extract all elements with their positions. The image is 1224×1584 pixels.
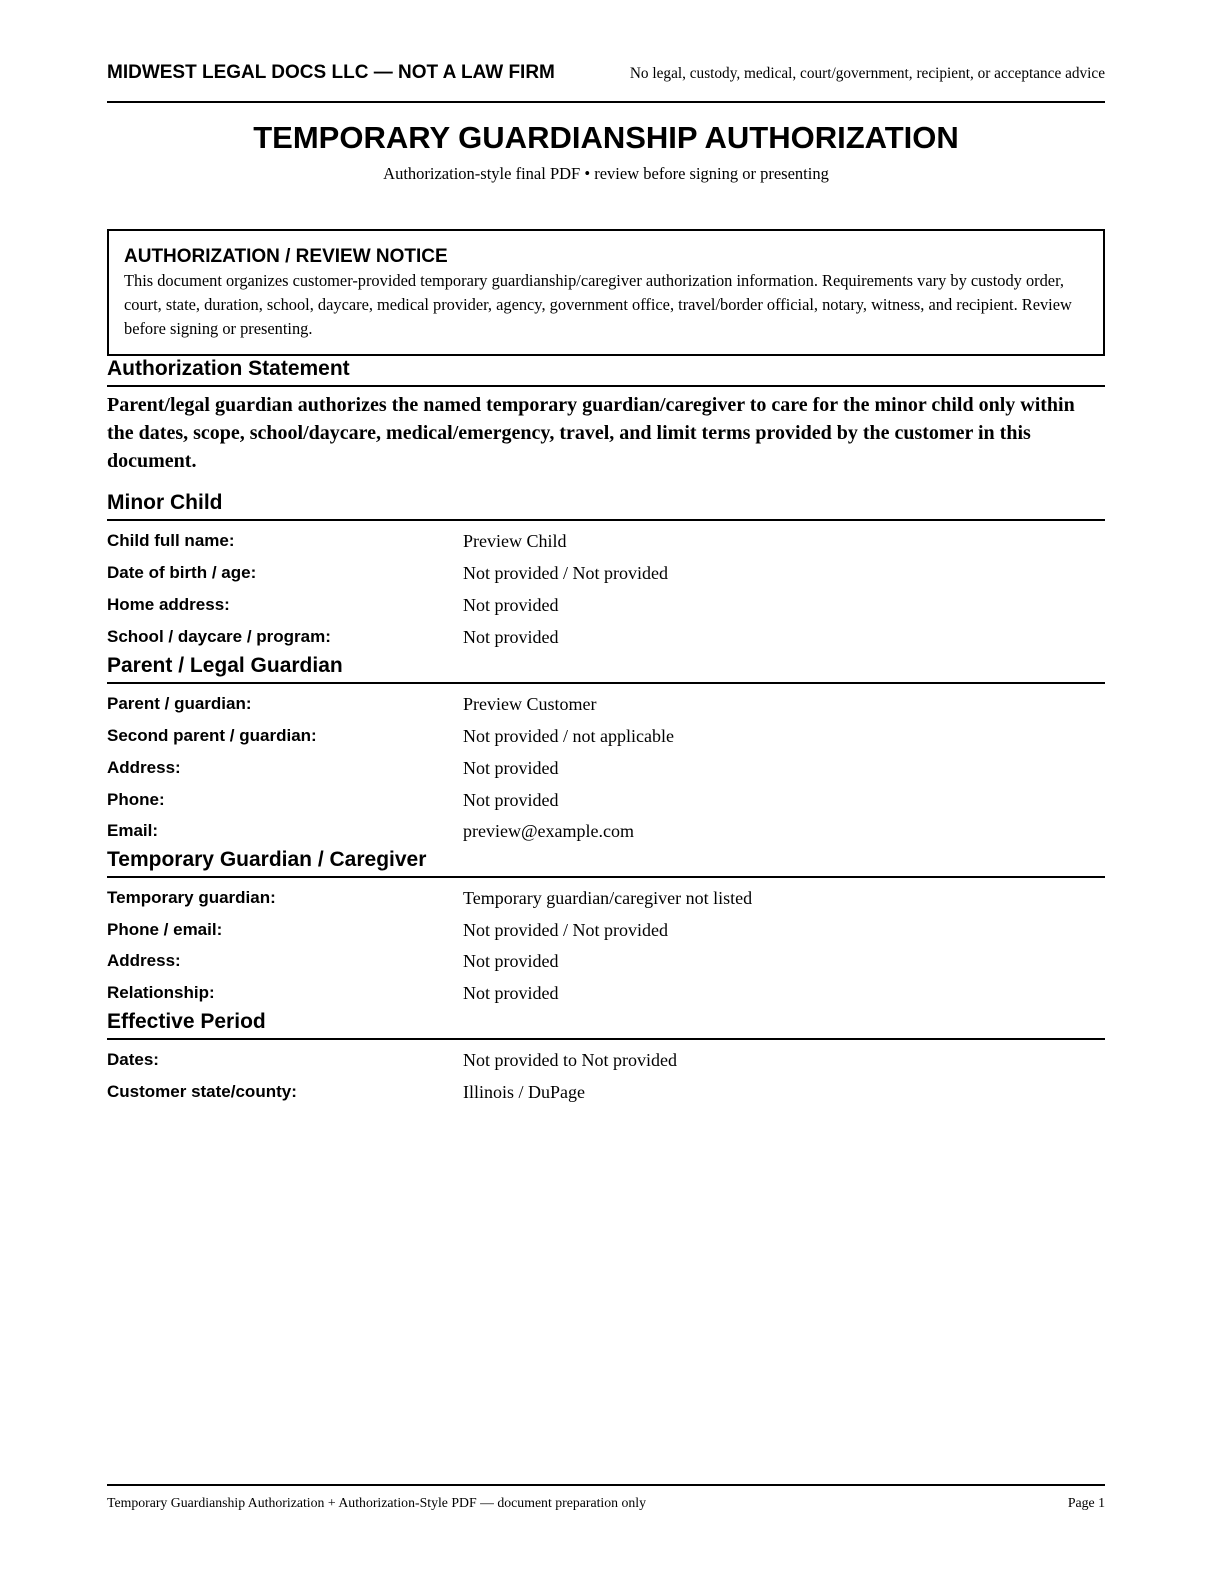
section-divider	[107, 385, 1105, 387]
field-row-school	[107, 626, 1105, 656]
field-row-home-address	[107, 594, 1105, 624]
field-label: School / daycare / program:	[107, 627, 331, 646]
field-label: Dates:	[107, 1050, 159, 1069]
page-header	[107, 62, 1105, 84]
field-row-date-of-birth	[107, 562, 1105, 592]
field-label: Home address:	[107, 595, 230, 614]
document-title: TEMPORARY GUARDIANSHIP AUTHORIZATION	[253, 120, 959, 155]
field-label: Address:	[107, 951, 181, 970]
field-label: Phone / email:	[107, 920, 223, 939]
page-number: Page 1	[1067, 1495, 1105, 1510]
field-value: Not provided / Not provided	[463, 920, 668, 940]
field-value: Not provided	[463, 951, 559, 971]
field-row-parent	[107, 693, 1105, 723]
section-heading-effective-period: Effective Period	[107, 1010, 266, 1033]
section-divider	[107, 1038, 1105, 1040]
field-label: Second parent / guardian:	[107, 726, 317, 745]
field-label: Email:	[107, 821, 159, 840]
header-divider	[107, 101, 1105, 103]
field-value: Not provided	[463, 758, 559, 778]
field-value: Not provided	[463, 627, 559, 647]
field-label: Phone:	[107, 790, 165, 809]
field-row-state-county	[107, 1081, 1105, 1111]
field-value: preview@example.com	[463, 821, 635, 841]
page-footer	[107, 1495, 1105, 1511]
field-value: Not provided to Not provided	[463, 1050, 677, 1070]
field-value: Preview Customer	[463, 694, 597, 714]
document-page	[107, 0, 1105, 1584]
field-row-child-name	[107, 530, 1105, 560]
field-value: Temporary guardian/caregiver not listed	[463, 888, 753, 908]
field-row-parent-phone	[107, 789, 1105, 819]
field-value: Not provided / Not provided	[463, 563, 668, 583]
field-row-relationship	[107, 982, 1105, 1012]
section-divider	[107, 682, 1105, 684]
field-value: Not provided	[463, 790, 559, 810]
field-label: Parent / guardian:	[107, 694, 252, 713]
section-heading-authorization: Authorization Statement	[107, 357, 350, 380]
field-value: Not provided / not applicable	[463, 726, 674, 746]
field-label: Child full name:	[107, 531, 235, 550]
field-label: Address:	[107, 758, 181, 777]
field-value: Not provided	[463, 595, 559, 615]
field-row-dates	[107, 1049, 1105, 1079]
field-label: Date of birth / age:	[107, 563, 257, 582]
section-divider	[107, 519, 1105, 521]
footer-text: Temporary Guardianship Authorization + Authorization-Style PDF — document preparation only	[107, 1495, 647, 1510]
field-value: Not provided	[463, 983, 559, 1003]
authorization-statement: Parent/legal guardian authorizes the named temporary guardian/caregiver to care for the minor child only within the dates, scope, school/daycare, medical/emergency, travel, and limit terms provided by the customer in this document.	[107, 394, 1075, 472]
review-notice-box	[107, 229, 1105, 356]
field-row-parent-email	[107, 820, 1105, 850]
field-row-temporary-guardian	[107, 887, 1105, 917]
field-value: Illinois / DuPage	[463, 1082, 585, 1102]
field-label: Temporary guardian:	[107, 888, 276, 907]
notice-title: AUTHORIZATION / REVIEW NOTICE	[124, 246, 448, 267]
field-row-guardian-address	[107, 950, 1105, 980]
section-heading-temporary-guardian: Temporary Guardian / Caregiver	[107, 848, 427, 871]
section-divider	[107, 876, 1105, 878]
field-row-guardian-contact	[107, 919, 1105, 949]
section-heading-minor-child: Minor Child	[107, 491, 223, 514]
field-row-parent-address	[107, 757, 1105, 787]
footer-divider	[107, 1484, 1105, 1486]
section-heading-parent: Parent / Legal Guardian	[107, 654, 343, 677]
field-row-second-parent	[107, 725, 1105, 755]
field-label: Customer state/county:	[107, 1082, 297, 1101]
notice-body: This document organizes customer-provided temporary guardianship/caregiver authorization information. Requirements vary by custody order, court, state, duration, school, daycare, medical provider, agency, government office, travel/border official, notary, witness, and recipient. Review before signing or presenting.	[124, 271, 1072, 338]
header-disclaimer: No legal, custody, medical, court/government, recipient, or acceptance advice	[629, 65, 1105, 82]
company-name: MIDWEST LEGAL DOCS LLC — NOT A LAW FIRM	[107, 62, 555, 83]
field-label: Relationship:	[107, 983, 215, 1002]
document-subtitle: Authorization-style final PDF • review before signing or presenting	[383, 164, 829, 183]
field-value: Preview Child	[463, 531, 567, 551]
